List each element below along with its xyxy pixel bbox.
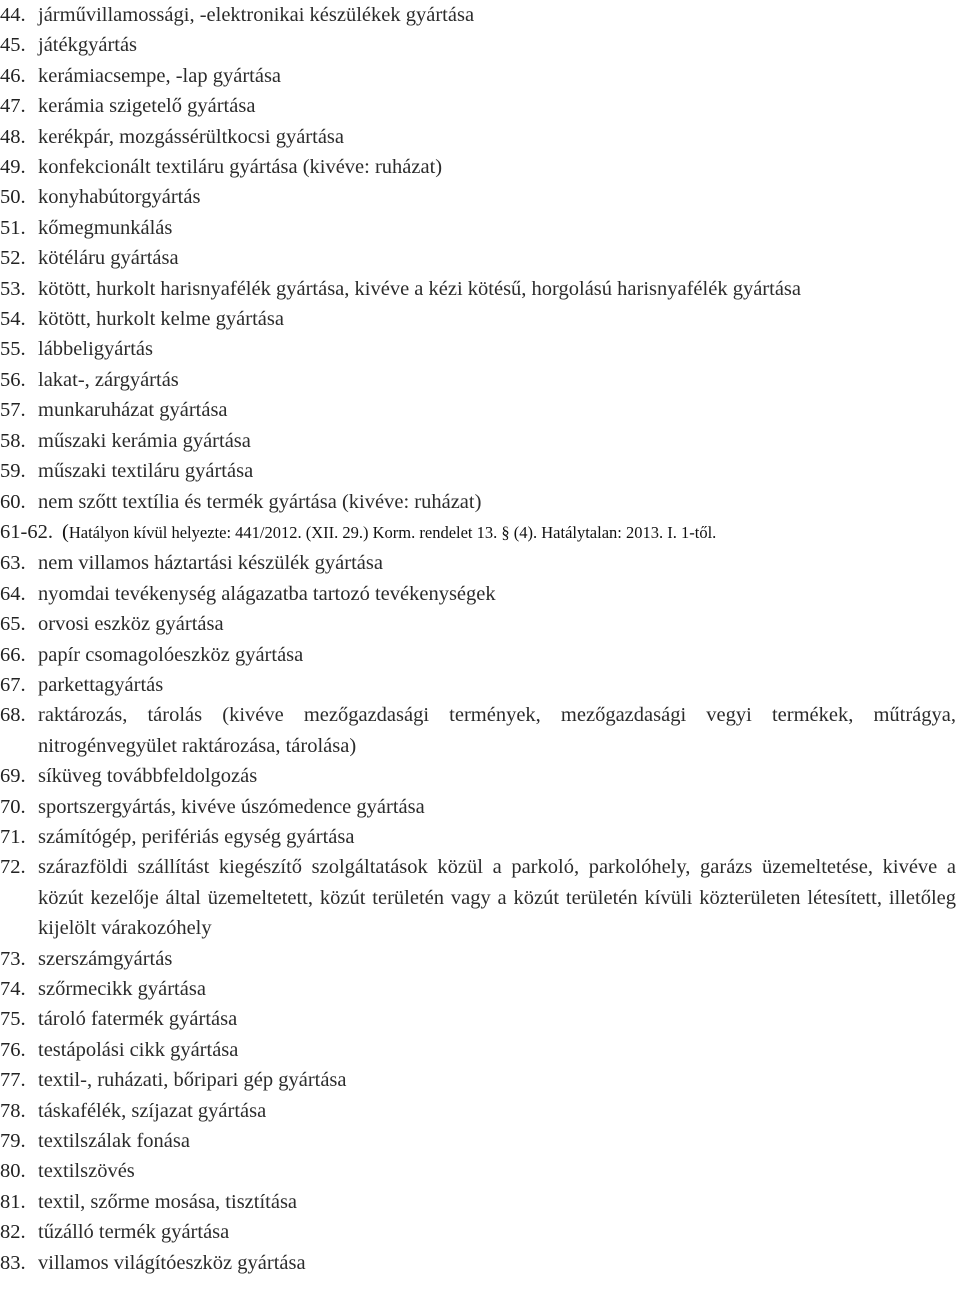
- item-number: 49.: [0, 156, 26, 179]
- list-item: [0, 304, 960, 334]
- item-text: orvosi eszköz gyártása: [38, 613, 224, 636]
- item-text: lakat-, zárgyártás: [38, 368, 179, 391]
- item-number: 46.: [0, 64, 26, 87]
- list-item: [0, 974, 960, 1004]
- list-item: [0, 1126, 960, 1156]
- list-item: [0, 1217, 960, 1247]
- item-text: nyomdai tevékenység alágazatba tartozó tevékenységek: [38, 582, 496, 605]
- list-item: [0, 122, 960, 152]
- item-text: kerámia szigetelő gyártása: [38, 95, 256, 118]
- list-item: [0, 274, 960, 304]
- list-item: [0, 456, 960, 486]
- item-text: kerámiacsempe, -lap gyártása: [38, 64, 282, 87]
- item-number: 64.: [0, 582, 26, 605]
- item-text: tűzálló termék gyártása: [38, 1221, 230, 1244]
- item-number: 59.: [0, 460, 26, 483]
- item-text: játékgyártás: [38, 34, 138, 57]
- item-number: 66.: [0, 643, 26, 666]
- list-item: [0, 1096, 960, 1126]
- item-text: tároló fatermék gyártása: [38, 1008, 238, 1031]
- list-item: [0, 1035, 960, 1065]
- item-number: 76.: [0, 1038, 26, 1061]
- item-number: 82.: [0, 1221, 26, 1244]
- list-item: [0, 670, 960, 700]
- item-number: 50.: [0, 186, 26, 209]
- item-number: 71.: [0, 825, 26, 848]
- item-number: 56.: [0, 368, 26, 391]
- item-number: 72.: [0, 856, 26, 879]
- item-text: parkettagyártás: [38, 673, 164, 696]
- item-text: számítógép, perifériás egység gyártása: [38, 825, 355, 848]
- list-item: [0, 1065, 960, 1095]
- item-number: 79.: [0, 1130, 26, 1153]
- repeal-note-text: Hatályon kívül helyezte: 441/2012. (XII. 29.) Korm. rendelet 13. § (4). Hatálytalan: 2013. I. 1-től.: [68, 522, 717, 542]
- list-item: [0, 182, 960, 212]
- item-text: kőmegmunkálás: [38, 216, 173, 239]
- item-number: 67.: [0, 673, 26, 696]
- list-item: [0, 487, 960, 517]
- list-item: [0, 852, 960, 943]
- list-item: [0, 243, 960, 273]
- list-item: [0, 700, 960, 761]
- item-text: textil, szőrme mosása, tisztítása: [38, 1190, 298, 1213]
- list-item: [0, 395, 960, 425]
- item-number: 54.: [0, 308, 26, 331]
- item-number: 60.: [0, 490, 26, 513]
- item-text: síküveg továbbfeldolgozás: [38, 765, 258, 788]
- item-number: 78.: [0, 1099, 26, 1122]
- item-number: 44.: [0, 4, 26, 26]
- item-text: munkaruházat gyártása: [38, 399, 228, 422]
- item-text: lábbeligyártás: [38, 338, 153, 361]
- item-number: 63.: [0, 552, 26, 575]
- item-text: kötött, hurkolt kelme gyártása: [38, 308, 284, 331]
- item-text: táskafélék, szíjazat gyártása: [38, 1099, 267, 1122]
- item-text: műszaki kerámia gyártása: [38, 429, 251, 452]
- item-text: kötött, hurkolt harisnyafélék gyártása, kivéve a kézi kötésű, horgolású harisnyafélék gyártása: [38, 277, 801, 300]
- item-number: 74.: [0, 978, 26, 1000]
- item-number: 48.: [0, 125, 26, 148]
- list-item: [0, 792, 960, 822]
- item-number: 47.: [0, 95, 26, 118]
- item-text: nem szőtt textília és termék gyártása (kivéve: ruházat): [38, 490, 482, 513]
- list-item: [0, 640, 960, 670]
- list-item: [0, 365, 960, 395]
- item-text: textilszálak fonása: [38, 1130, 190, 1153]
- item-text: kerékpár, mozgássérültkocsi gyártása: [38, 125, 344, 148]
- list-item: [0, 1187, 960, 1217]
- list-item: [0, 334, 960, 364]
- list-item: [0, 152, 960, 182]
- list-item: [0, 579, 960, 609]
- item-number: 57.: [0, 399, 26, 422]
- list-item: [0, 822, 960, 852]
- list-item: [0, 1156, 960, 1186]
- list-item: [0, 761, 960, 791]
- list-item: [0, 1004, 960, 1034]
- item-text: szőrmecikk gyártása: [38, 978, 206, 1000]
- item-text: villamos világítóeszköz gyártása: [38, 1251, 306, 1274]
- item-number: 75.: [0, 1008, 26, 1031]
- list-item: [0, 61, 960, 91]
- item-text: textilszövés: [38, 1160, 135, 1183]
- item-text: papír csomagolóeszköz gyártása: [38, 643, 304, 666]
- item-number: 45.: [0, 34, 26, 57]
- item-text: kötéláru gyártása: [38, 247, 179, 270]
- repeal-note: [62, 517, 960, 548]
- item-text: testápolási cikk gyártása: [38, 1038, 239, 1061]
- item-number: 53.: [0, 277, 26, 300]
- repeal-paren: (: [62, 520, 69, 543]
- item-number: 69.: [0, 765, 26, 788]
- list-item: [0, 944, 960, 974]
- item-number: 73.: [0, 947, 26, 970]
- item-text: műszaki textiláru gyártása: [38, 460, 254, 483]
- list-item: [0, 609, 960, 639]
- item-text: sportszergyártás, kivéve úszómedence gyártása: [38, 795, 425, 818]
- repealed-item: [0, 517, 960, 548]
- list-item: [0, 1248, 960, 1278]
- item-number: 70.: [0, 795, 26, 818]
- item-text: szerszámgyártás: [38, 947, 173, 970]
- list-item: [0, 426, 960, 456]
- item-text: konfekcionált textiláru gyártása (kivéve: ruházat): [38, 156, 443, 179]
- list-item: [0, 548, 960, 578]
- item-number: 51.: [0, 216, 26, 239]
- item-text: konyhabútorgyártás: [38, 186, 201, 209]
- item-text: textil-, ruházati, bőripari gép gyártása: [38, 1069, 347, 1092]
- item-number: 83.: [0, 1251, 26, 1274]
- item-number: 77.: [0, 1069, 26, 1092]
- list-item: [0, 213, 960, 243]
- item-number: 52.: [0, 247, 26, 270]
- item-text: járművillamossági, -elektronikai készülékek gyártása: [38, 4, 475, 26]
- item-number: 65.: [0, 613, 26, 636]
- item-number: 61-62.: [0, 520, 53, 543]
- list-item: [0, 91, 960, 121]
- item-text: nem villamos háztartási készülék gyártása: [38, 552, 383, 575]
- item-number: 68.: [0, 704, 26, 727]
- list-item: [0, 0, 960, 30]
- item-number: 81.: [0, 1190, 26, 1213]
- item-number: 55.: [0, 338, 26, 361]
- item-text: raktározás, tárolás (kivéve mezőgazdasági termények, mezőgazdasági vegyi termékek, műtrágya, nitrogénvegyület raktározása, tárolása): [38, 704, 956, 757]
- item-text: szárazföldi szállítást kiegészítő szolgáltatások közül a parkoló, parkolóhely, garázs üzemeltetése, kivéve a közút kezelője által üzemeltetett, közút területén vagy a közút területén kívüli közterületen létesített, illetőleg kijelölt várakozóhely: [38, 856, 956, 940]
- item-number: 58.: [0, 429, 26, 452]
- item-number: 80.: [0, 1160, 26, 1183]
- list-item: [0, 30, 960, 60]
